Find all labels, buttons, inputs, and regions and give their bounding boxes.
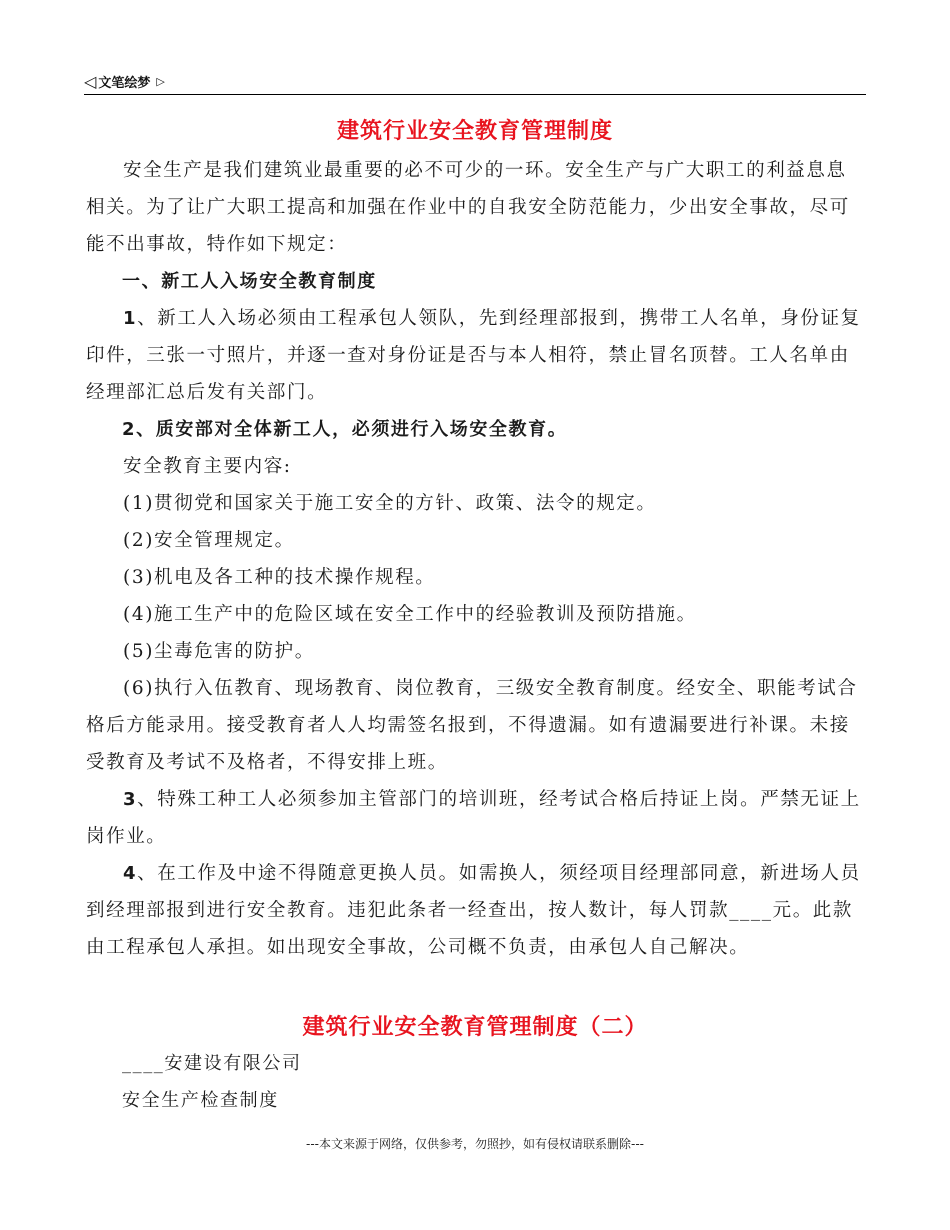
sub-item-4: (4)施工生产中的危险区域在安全工作中的经验教训及预防措施。 [123, 604, 697, 625]
item-3-text: 、特殊工种工人必须参加主管部门的培训班，经考试合格后持证上岗。严禁无证上岗作业。 [86, 789, 861, 847]
item-1-text: 、新工人入场必须由工程承包人领队，先到经理部报到，携带工人名单，身份证复印件，三张一寸照片，并逐一查对身份证是否与本人相符，禁止冒名顶替。工人名单由经理部汇总后发有关部门。 [86, 308, 861, 403]
item-4-text: 、在工作及中途不得随意更换人员。如需换人，须经项目经理部同意，新进场人员到经理部报到进行安全教育。违犯此条者一经查出，按人数计，每人罚款____元。此款由工程承包人承担。如出现安全事故，公司概不负责，由承包人自己解决。 [86, 863, 861, 958]
document-body [86, 152, 861, 966]
content-label: 安全教育主要内容: [123, 456, 292, 477]
item-3 [86, 781, 861, 855]
sub-item-3: (3)机电及各工种的技术操作规程。 [123, 567, 436, 588]
section-heading: 一、新工人入场安全教育制度 [122, 271, 377, 292]
document-title: 建筑行业安全教育管理制度 [336, 119, 613, 144]
brand-name: 文笔绘梦 [98, 76, 151, 91]
intro-paragraph: 安全生产是我们建筑业最重要的必不可少的一环。安全生产与广大职工的利益息息相关。为了让广大职工提高和加强在作业中的自我安全防范能力，少出安全事故，尽可能不出事故，特作如下规定： [86, 160, 850, 255]
item-4-number: 4 [123, 863, 138, 884]
sub-item-2: (2)安全管理规定。 [123, 530, 295, 551]
triangle-right-icon: ▷ [156, 74, 165, 88]
section-name: 安全生产检查制度 [122, 1090, 279, 1111]
sub-item-6: (6)执行入伍教育、现场教育、岗位教育，三级安全教育制度。经安全、职能考试合格后方能录用。接受教育者人人均需签名报到，不得遗漏。如有遗漏要进行补课。未接受教育及考试不及格者，不得安排上班。 [86, 678, 858, 773]
second-document-title: 建筑行业安全教育管理制度（二） [302, 1015, 648, 1040]
sub-item-1: (1)贯彻党和国家关于施工安全的方针、政策、法令的规定。 [123, 493, 657, 514]
item-3-number: 3 [123, 789, 138, 810]
brand-logo [84, 72, 165, 91]
item-1 [86, 300, 861, 411]
item-1-number: 1 [123, 308, 138, 329]
item-4 [86, 855, 861, 966]
company-name: ____安建设有限公司 [122, 1053, 302, 1074]
item-2: 2、质安部对全体新工人，必须进行入场安全教育。 [122, 419, 568, 440]
second-document-body [86, 1045, 861, 1119]
triangle-left-icon: ◁ [84, 71, 97, 91]
page-header [84, 72, 866, 95]
sub-item-5: (5)尘毒危害的防护。 [123, 641, 315, 662]
page-footer: ---本文来源于网络，仅供参考，勿照抄，如有侵权请联系删除--- [306, 1137, 644, 1151]
